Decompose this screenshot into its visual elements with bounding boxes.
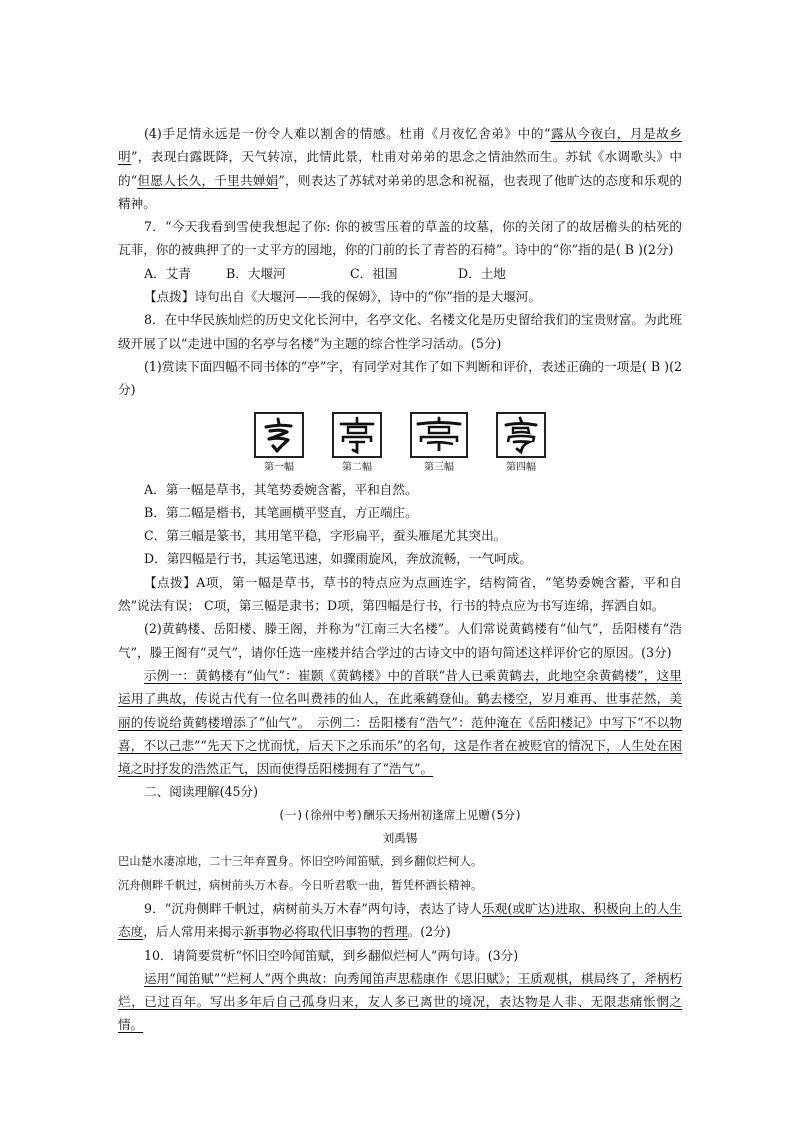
q7-option-a: A．艾青 — [144, 265, 191, 281]
q7-option-b: B．大堰河 — [226, 265, 286, 281]
calligraphy-caption-4: 第四幅 — [506, 461, 536, 473]
q8-choice-c: C．第三幅是篆书，其用笔平稳，字形扁平，蚕头雁尾尤其突出。 — [144, 528, 507, 544]
question-8-sub-1: (1)赏读下面四幅不同书体的“亭”字，有同学对其作了如下判断和评价，表述正确的一项是( B )(2分) — [118, 358, 682, 398]
calligraphy-samples — [118, 412, 682, 476]
calligraphy-caption-1: 第一幅 — [264, 461, 294, 473]
question-4-paragraph — [118, 122, 682, 215]
q8-choice-a: A．第一幅是草书，其笔势委婉含蓄，平和自然。 — [144, 481, 418, 497]
q4-answer-2: 但愿人长久，千里共婵娟 — [137, 172, 279, 188]
q8-choice-d: D．第四幅是行书，其运笔迅速，如骤雨旋风，奔放流畅，一气呵成。 — [144, 551, 532, 567]
question-10-stem: 10．请简要赏析“怀旧空吟闻笛赋，到乡翻似烂柯人”两句诗。(3分) — [144, 947, 519, 963]
document-content — [118, 122, 682, 1037]
q4-text-post: ”，则表达了苏轼对弟弟的思念和祝福，也表现了他旷达的态度和乐观的精神。 — [118, 172, 682, 211]
question-8-tip: 【点拨】A项，第一幅是草书，草书的特点应为点画连字，结构简省，“笔势委婉含蓄，平和自然”说法有误； C项，第三幅是隶书；D项，第四幅是行书，行书的特点应为书写连绵，挥洒自如。 — [118, 574, 682, 614]
calligraphy-image-2 — [332, 412, 382, 458]
poem-line-2: 沉舟侧畔千帆过，病树前头万木春。今日听君歌一曲，暂凭杯酒长精神。 — [118, 878, 483, 892]
poem-line-1: 巴山楚水凄凉地，二十三年弃置身。怀旧空吟闻笛赋，到乡翻似烂柯人。 — [118, 855, 483, 869]
q9-answer-1: 乐观(或旷达)进取、积极向上的人生态度 — [118, 900, 683, 940]
q9-text-mid: ，后人常用来揭示 — [143, 924, 244, 940]
cursive-ting-glyph — [257, 415, 301, 455]
q9-text-pre: 9．“沉舟侧畔千帆过，病树前头万木春”两句诗，表达了诗人 — [144, 900, 482, 916]
question-7-tip: 【点拨】诗句出自《大堰河——我的保姆》，诗中的“你”指的是大堰河。 — [144, 289, 541, 305]
question-8-sub-2: (2)黄鹤楼、岳阳楼、滕王阁，并称为“江南三大名楼”。人们常说黄鹤楼有“仙气”，岳阳楼有“浩气”，滕王阁有“灵气”，请你任选一座楼并结合学过的古诗文中的语句简述这样评价它的原因。(3分) — [118, 621, 682, 660]
q9-answer-2: 新事物必将取代旧事物的哲理 — [243, 924, 408, 940]
q7-option-c: C．祖国 — [350, 265, 398, 281]
question-7-options — [118, 262, 682, 285]
calligraphy-sample-2 — [332, 412, 382, 476]
question-8-answer: 示例一：黄鹤楼有“仙气”：崔颢《黄鹤楼》中的首联“昔人已乘黄鹤去，此地空余黄鹤楼”，这里运用了典故，传说古代有一位名叫费祎的仙人，在此乘鹤登仙。鹤去楼空，岁月难再、世事茫然，美丽的传说给黄鹤楼增添了“仙气”。 示例二：岳阳楼有“浩气”：范仲淹在《岳阳楼记》中写下“不以物喜，不以己悲”“先天下之忧而忧，后天下之乐而乐”的名句，这是作者在被贬官的情况下，人生处在困境之时抒发的浩然正气，因而使得岳阳楼拥有了“浩气”。 — [118, 667, 682, 777]
running-ting-glyph — [499, 415, 543, 455]
calligraphy-sample-4 — [496, 412, 546, 476]
poem-author: 刘禹锡 — [382, 831, 418, 846]
calligraphy-image-1 — [254, 412, 304, 458]
calligraphy-caption-3: 第三幅 — [424, 461, 454, 473]
calligraphy-image-3 — [410, 412, 468, 458]
question-7-stem: 7．“今天我看到雪使我想起了你: 你的被雪压着的草盖的坟墓，你的关闭了的故居檐头的枯死的瓦菲，你的被典押了的一丈平方的园地，你的门前的长了青苔的石椅”。诗中的“你”指的是( B )(2分) — [118, 219, 682, 258]
q4-answer-1: 露从今夜白，月是故乡明 — [118, 126, 683, 165]
question-10-answer: 运用“闻笛赋”“烂柯人”两个典故：向秀闻笛声思嵇康作《思旧赋》；王质观棋，棋局终了，斧柄朽烂，已过百年。写出多年后自己孤身归来，友人多已离世的境况，表达物是人非、无限悲痛怅惘之情。 — [118, 970, 682, 1033]
q4-text-pre: (4)手足情永远是一份令人难以割舍的情感。杜甫《月夜忆舍弟》中的“ — [144, 126, 551, 141]
q7-option-d: D．土地 — [458, 265, 506, 281]
section-2-heading: 二、阅读理解(45分) — [144, 784, 259, 800]
calligraphy-caption-2: 第二幅 — [342, 461, 372, 473]
poem-title: (一)(徐州中考)酬乐天扬州初逢席上见赠(5分) — [278, 807, 522, 822]
clerical-ting-glyph — [413, 415, 465, 455]
calligraphy-sample-1 — [254, 412, 304, 476]
q8-choice-b: B．第二幅是楷书，其笔画横平竖直，方正端庄。 — [144, 504, 418, 520]
question-9-paragraph — [118, 897, 682, 944]
question-8-stem: 8．在中华民族灿烂的历史文化长河中，名亭文化、名楼文化是历史留给我们的宝贵财富。为此班级开展了以“走进中国的名亭与名楼”为主题的综合性学习活动。(5分) — [118, 312, 682, 351]
q9-text-post: 。(2分) — [407, 924, 451, 940]
calligraphy-image-4 — [496, 412, 546, 458]
calligraphy-sample-3 — [410, 412, 468, 476]
q4-text-mid: ”，表现白露既降，天气转凉，此情此景，杜甫对弟弟的思念之情油然而生。苏轼《水调歌头》中的“ — [118, 149, 682, 188]
regular-ting-glyph — [335, 415, 379, 455]
